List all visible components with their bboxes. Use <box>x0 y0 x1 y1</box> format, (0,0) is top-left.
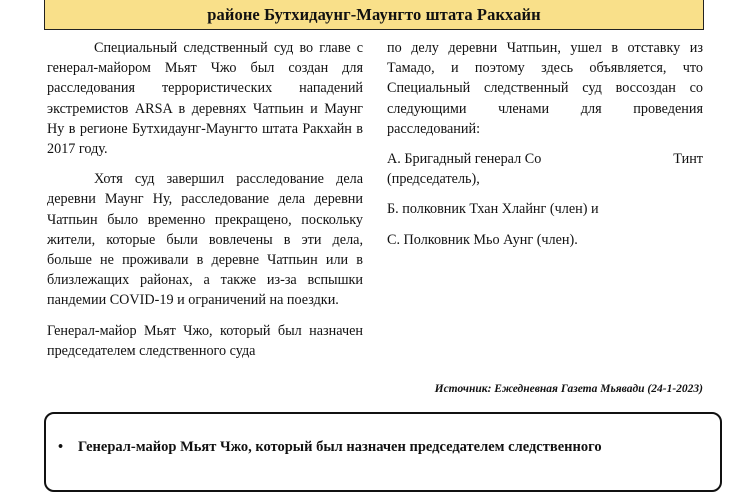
right-column <box>387 38 703 250</box>
page-title: районе Бутхидаунг-Маунгто штата Ракхайн <box>207 4 541 24</box>
member-a-line <box>387 149 703 169</box>
left-paragraph-3: Генерал-майор Мьят Чжо, который был назначен председателем следственного суда <box>47 322 363 359</box>
member-b: Б. полковник Тхан Хлайнг (член) и <box>387 201 599 218</box>
left-paragraph-1: Специальный следственный суд во главе с генерал-майором Мьят Чжо был создан для расследования террористических нападений экстремистов ARSA в деревнях Чатпьин и Маунг Ну в регионе Бутхидаунг-Маунгто штата Ракхайн в 2017 году. <box>47 40 363 158</box>
left-paragraph-2: Хотя суд завершил расследование дела деревни Маунг Ну, расследование дела деревни Чатпьин было временно прекращено, поскольку жители, которые были вовлечены в эти дела, больше не проживали в деревне Чатпьин или в близлежащих районах, а также из-за вспышки пандемии COVID-19 и ограничений на поездки. <box>47 171 363 309</box>
source-citation: Источник: Ежедневная Газета Мьявади (24-1-2023) <box>434 383 703 395</box>
summary-text: Генерал-майор Мьят Чжо, который был назначен председателем следственного <box>78 439 602 455</box>
member-a-label: А. Бригадный генерал Со <box>387 151 542 168</box>
left-column <box>47 38 363 361</box>
member-c: С. Полковник Мьо Аунг (член). <box>387 231 578 248</box>
title-banner <box>44 0 704 30</box>
bullet-icon: • <box>58 439 64 455</box>
summary-box <box>44 412 722 492</box>
member-a-name-end: Тинт <box>673 151 703 168</box>
member-a-role: (председатель), <box>387 171 480 188</box>
right-paragraph-1: по делу деревни Чатпьин, ушел в отставку из Тамадо, и поэтому здесь объявляется, что Специальный следственный суд воссоздан со следующими членами для проведения расследований: <box>387 40 703 137</box>
summary-bullet-item <box>58 439 706 456</box>
